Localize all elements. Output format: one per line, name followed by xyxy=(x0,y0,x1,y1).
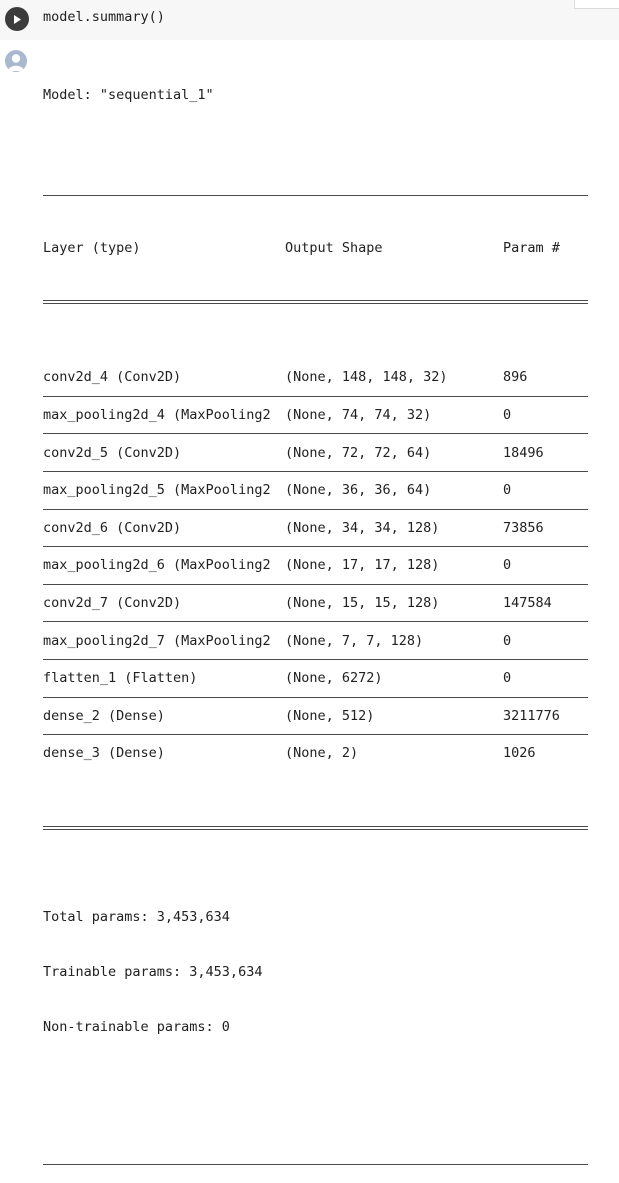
param-count-cell: 73856 xyxy=(503,519,544,536)
trainable-params: Trainable params: 3,453,634 xyxy=(43,963,263,980)
output-shape-cell: (None, 7, 7, 128) xyxy=(285,632,424,649)
play-icon xyxy=(12,14,22,25)
output-shape-cell: (None, 17, 17, 128) xyxy=(285,557,440,574)
table-row xyxy=(43,735,588,772)
output-shape-cell: (None, 74, 74, 32) xyxy=(285,406,432,423)
run-cell-button[interactable] xyxy=(5,7,29,31)
layer-name-cell: conv2d_4 (Conv2D) xyxy=(43,369,182,386)
table-row xyxy=(43,547,588,584)
table-row xyxy=(43,434,588,471)
header-layer: Layer (type) xyxy=(43,240,141,257)
non-trainable-params: Non-trainable params: 0 xyxy=(43,1019,230,1036)
layer-name-cell: flatten_1 (Flatten) xyxy=(43,670,198,687)
header-output-shape: Output Shape xyxy=(285,240,383,257)
table-row xyxy=(43,359,588,396)
table-row xyxy=(43,397,588,434)
layer-name-cell: max_pooling2d_5 (MaxPooling2 xyxy=(43,482,271,499)
output-shape-cell: (None, 6272) xyxy=(285,670,383,687)
param-count-cell: 0 xyxy=(503,632,512,649)
header-param: Param # xyxy=(503,240,560,257)
output-shape-cell: (None, 512) xyxy=(285,707,375,724)
param-count-cell: 896 xyxy=(503,369,528,386)
param-count-cell: 0 xyxy=(503,406,512,423)
table-row xyxy=(43,472,588,509)
header-double-rule xyxy=(43,300,588,304)
output-shape-cell: (None, 34, 34, 128) xyxy=(285,519,440,536)
output-shape-cell: (None, 2) xyxy=(285,745,359,762)
output-avatar-icon xyxy=(5,50,27,72)
table-header xyxy=(43,233,588,263)
model-name-line: Model: "sequential_1" xyxy=(43,86,214,103)
param-count-cell: 3211776 xyxy=(503,707,560,724)
layer-name-cell: conv2d_6 (Conv2D) xyxy=(43,519,182,536)
cell-toolbar-edge xyxy=(574,0,619,9)
output-shape-cell: (None, 148, 148, 32) xyxy=(285,369,448,386)
table-row xyxy=(43,510,588,547)
layer-table xyxy=(43,359,588,772)
param-totals xyxy=(43,871,588,1073)
layer-name-cell: max_pooling2d_6 (MaxPooling2 xyxy=(43,557,271,574)
output-shape-cell: (None, 36, 36, 64) xyxy=(285,482,432,499)
param-count-cell: 0 xyxy=(503,557,512,574)
param-count-cell: 0 xyxy=(503,482,512,499)
param-count-cell: 147584 xyxy=(503,594,552,611)
output-shape-cell: (None, 72, 72, 64) xyxy=(285,444,432,461)
param-count-cell: 18496 xyxy=(503,444,544,461)
layer-name-cell: conv2d_7 (Conv2D) xyxy=(43,594,182,611)
param-count-cell: 0 xyxy=(503,670,512,687)
layer-name-cell: conv2d_5 (Conv2D) xyxy=(43,444,182,461)
layer-name-cell: dense_2 (Dense) xyxy=(43,707,165,724)
code-input[interactable]: model.summary() xyxy=(43,9,165,25)
layer-name-cell: max_pooling2d_7 (MaxPooling2 xyxy=(43,632,271,649)
table-row xyxy=(43,660,588,697)
top-rule xyxy=(43,195,588,196)
footer-double-rule xyxy=(43,826,588,830)
table-row xyxy=(43,698,588,735)
output-shape-cell: (None, 15, 15, 128) xyxy=(285,594,440,611)
total-params: Total params: 3,453,634 xyxy=(43,908,230,925)
table-row xyxy=(43,585,588,622)
code-cell[interactable] xyxy=(0,0,619,40)
cell-output xyxy=(43,49,588,1183)
param-count-cell: 1026 xyxy=(503,745,536,762)
table-row xyxy=(43,622,588,659)
layer-name-cell: max_pooling2d_4 (MaxPooling2 xyxy=(43,406,271,423)
bottom-rule xyxy=(43,1164,588,1165)
layer-name-cell: dense_3 (Dense) xyxy=(43,745,165,762)
